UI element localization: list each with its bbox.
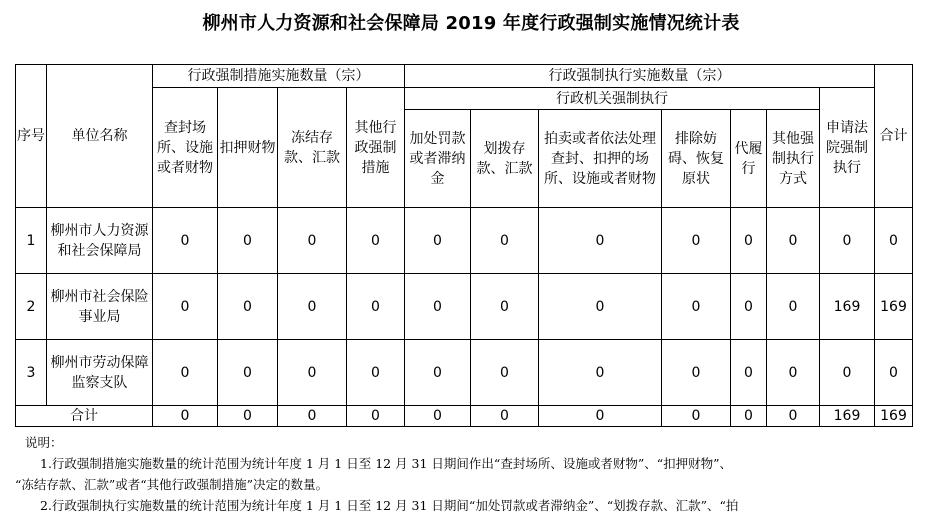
cell-value: 0 [405, 208, 471, 274]
cell-value: 0 [153, 208, 218, 274]
cell-value: 0 [347, 274, 405, 340]
cell-value: 0 [278, 340, 347, 406]
cell-value: 0 [539, 340, 662, 406]
note-line-1: 1.行政强制措施实施数量的统计范围为统计年度 1 月 1 日至 12 月 31 日期间作出“查封场所、设施或者财物”、“扣押财物”、 [40, 456, 732, 471]
total-value: 169 [820, 406, 875, 427]
cell-value: 0 [767, 208, 820, 274]
total-row [16, 406, 913, 427]
header-admin-exec-group: 行政机关强制执行 [405, 88, 820, 110]
total-value: 0 [731, 406, 767, 427]
cell-value: 0 [405, 340, 471, 406]
total-value: 0 [218, 406, 278, 427]
cell-value: 0 [662, 208, 731, 274]
note-line-2: “冻结存款、汇款”或者“其他行政强制措施”决定的数量。 [15, 477, 329, 492]
header-measure-seal: 查封场所、设施或者财物 [153, 88, 218, 208]
table-row [16, 274, 913, 340]
cell-value: 0 [731, 340, 767, 406]
cell-value: 0 [731, 274, 767, 340]
cell-value: 0 [218, 340, 278, 406]
header-exec-group: 行政强制执行实施数量（宗） [405, 65, 875, 88]
header-unit: 单位名称 [47, 65, 153, 208]
cell-value: 0 [662, 274, 731, 340]
header-exec-transfer: 划拨存款、汇款 [471, 110, 539, 208]
cell-value: 0 [767, 274, 820, 340]
total-value: 169 [875, 406, 913, 427]
header-measure-other: 其他行政强制措施 [347, 88, 405, 208]
row-number: 1 [16, 208, 47, 274]
total-value: 0 [405, 406, 471, 427]
row-number: 3 [16, 340, 47, 406]
header-measures-group: 行政强制措施实施数量（宗） [153, 65, 405, 88]
cell-value: 0 [820, 208, 875, 274]
header-court: 申请法院强制执行 [820, 88, 875, 208]
unit-name: 柳州市社会保险事业局 [47, 274, 153, 340]
cell-value: 169 [875, 274, 913, 340]
cell-value: 0 [153, 274, 218, 340]
cell-value: 0 [539, 274, 662, 340]
total-value: 0 [153, 406, 218, 427]
cell-value: 0 [471, 340, 539, 406]
cell-value: 0 [471, 208, 539, 274]
total-value: 0 [471, 406, 539, 427]
cell-value: 0 [731, 208, 767, 274]
total-value: 0 [662, 406, 731, 427]
statistics-table [15, 64, 913, 427]
header-measure-seize: 扣押财物 [218, 88, 278, 208]
header-seq: 序号 [16, 65, 47, 208]
table-row [16, 208, 913, 274]
header-exec-auction: 拍卖或者依法处理查封、扣押的场所、设施或者财物 [539, 110, 662, 208]
total-value: 0 [767, 406, 820, 427]
total-value: 0 [539, 406, 662, 427]
notes-heading: 说明： [25, 435, 63, 450]
cell-value: 0 [405, 274, 471, 340]
cell-value: 0 [875, 208, 913, 274]
cell-value: 169 [820, 274, 875, 340]
header-exec-other: 其他强制执行方式 [767, 110, 820, 208]
cell-value: 0 [153, 340, 218, 406]
header-measure-freeze: 冻结存款、汇款 [278, 88, 347, 208]
total-value: 0 [278, 406, 347, 427]
cell-value: 0 [820, 340, 875, 406]
cell-value: 0 [218, 274, 278, 340]
total-label: 合计 [16, 406, 153, 427]
page-title: 柳州市人力资源和社会保障局 2019 年度行政强制实施情况统计表 [202, 13, 740, 34]
note-line-3: 2.行政强制执行实施数量的统计范围为统计年度 1 月 1 日至 12 月 31 日期间“加处罚款或者滞纳金”、“划拨存款、汇款”、“拍 [40, 498, 739, 513]
cell-value: 0 [662, 340, 731, 406]
row-number: 2 [16, 274, 47, 340]
cell-value: 0 [278, 274, 347, 340]
cell-value: 0 [875, 340, 913, 406]
cell-value: 0 [218, 208, 278, 274]
total-value: 0 [347, 406, 405, 427]
cell-value: 0 [347, 208, 405, 274]
header-total: 合计 [875, 65, 913, 208]
cell-value: 0 [539, 208, 662, 274]
cell-value: 0 [471, 274, 539, 340]
cell-value: 0 [347, 340, 405, 406]
header-exec-fine: 加处罚款或者滞纳金 [405, 110, 471, 208]
header-exec-remove: 排除妨碍、恢复原状 [662, 110, 731, 208]
cell-value: 0 [767, 340, 820, 406]
unit-name: 柳州市劳动保障监察支队 [47, 340, 153, 406]
cell-value: 0 [278, 208, 347, 274]
header-exec-substitute: 代履行 [731, 110, 767, 208]
notes-section [15, 432, 937, 516]
table-row [16, 340, 913, 406]
unit-name: 柳州市人力资源和社会保障局 [47, 208, 153, 274]
